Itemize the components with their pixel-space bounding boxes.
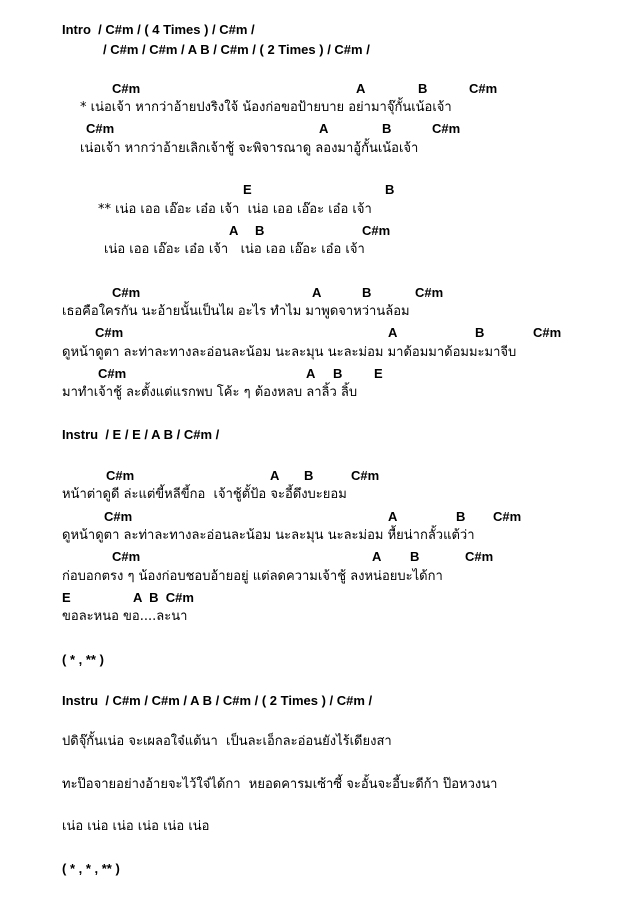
chord: B <box>410 549 420 564</box>
chord: C#m <box>533 325 562 340</box>
chord: B <box>362 285 372 300</box>
lyric-line: ก่อบอกตรง ๆ น้องก่อบชอบอ้ายอยู่ แต่ลดความเจ้าชู้ ลงหน่อยบะได้กา <box>62 569 443 584</box>
chord: E <box>374 366 383 381</box>
chord: B <box>333 366 343 381</box>
lyric-line: หน้าต่าดูดี ล่ะแต่ขี้หลีขี้กอ เจ้าชู้ตั้ป้อ จะอี้ดึงบะยอม <box>62 487 347 502</box>
chord: C#m <box>112 549 141 564</box>
chord: C#m <box>432 121 461 136</box>
lyric-line: ปดิจุ๊กั้นเน่อ จะเผลอใจ๋แต้นา เป็นละเอ็กละอ่อนยังไร้เดียงสา <box>62 734 392 749</box>
instru-line: Instru / E / E / A B / C#m / <box>62 427 220 442</box>
lyric-line: * เน่อเจ้า หากว่าอ้ายปงริงใจ้ น้องก่อขอป้ายบาย อย่ามาจุ๊กั้นเน้อเจ้า <box>80 100 452 115</box>
chord: A <box>306 366 316 381</box>
lyric-line: ดูหน้าดูตา ละท่าละทางละอ่อนละน้อม นะละมุน นะละม่อม มาด้อมมาด้อมมะมาจีบ <box>62 345 517 360</box>
chord: C#m <box>465 549 494 564</box>
chord: C#m <box>493 509 522 524</box>
chord: B <box>418 81 428 96</box>
chord: C#m <box>112 285 141 300</box>
chord: C#m <box>112 81 141 96</box>
repeat-marker: ( * , ** ) <box>62 652 104 667</box>
chord: E <box>62 590 71 605</box>
intro-line-2: / C#m / C#m / A B / C#m / ( 2 Times ) / C#m / <box>103 42 370 57</box>
chord: B <box>382 121 392 136</box>
lyric-line: ดูหน้าดูตา ละท่าละทางละอ่อนละน้อม นะละมุน นะละม่อม หื้ยน่ากลั้วแต้ว่า <box>62 528 475 543</box>
chord: C#m <box>104 509 133 524</box>
chord: A <box>229 223 239 238</box>
lyric-line: เน่อ เน่อ เน่อ เน่อ เน่อ เน่อ <box>62 819 210 834</box>
chord: A <box>319 121 329 136</box>
chord: C#m <box>98 366 127 381</box>
lyric-line: ** เน่อ เออ เอ๊อะ เอ๋อ เจ้า เน่อ เออ เอ๊อะ เอ๋อ เจ้า <box>98 202 372 217</box>
chord: A <box>388 325 398 340</box>
chord: C#m <box>95 325 124 340</box>
lyric-line: เธอคือใครกัน นะอ้ายนั้นเป็นไผ อะไร ทำไม มาพูดจาหว่านล้อม <box>62 304 410 319</box>
chord: B <box>475 325 485 340</box>
lyric-line: ขอละหนอ ขอ....ละนา <box>62 609 188 624</box>
chord: B <box>255 223 265 238</box>
chord: B <box>304 468 314 483</box>
lyric-line: ทะป๊อจายอย่างอ้ายจะไว้ใจ๋ได้กา หยอดคารมเซ้าซี้ จะอั้นจะอี้บะดีก้า ป๊อหวงนา <box>62 777 498 792</box>
chord: A B C#m <box>133 590 194 605</box>
instru-line: Instru / C#m / C#m / A B / C#m / ( 2 Times ) / C#m / <box>62 693 373 708</box>
chord: C#m <box>415 285 444 300</box>
intro-line-1: Intro / C#m / ( 4 Times ) / C#m / <box>62 22 255 37</box>
chord: A <box>388 509 398 524</box>
chord: C#m <box>362 223 391 238</box>
chord: A <box>312 285 322 300</box>
chord: A <box>356 81 366 96</box>
chord: C#m <box>106 468 135 483</box>
lyric-line: มาทำเจ้าชู้ ละตั้งแต่แรกพบ โค้ะ ๆ ต้องหลบ ลาลิ้ว ลิ้บ <box>62 385 358 400</box>
repeat-marker: ( * , * , ** ) <box>62 861 120 876</box>
chord: C#m <box>469 81 498 96</box>
chord: A <box>372 549 382 564</box>
lyric-line: เน่อ เออ เอ๊อะ เอ๋อ เจ้า เน่อ เออ เอ๊อะ เอ๋อ เจ้า <box>104 242 365 257</box>
chord: B <box>385 182 395 197</box>
lyric-line: เน่อเจ้า หากว่าอ้ายเลิกเจ้าชู้ จะพิจารณาดู ลองมาอู้กั้นเน้อเจ้า <box>80 141 419 156</box>
chord: B <box>456 509 466 524</box>
chord: A <box>270 468 280 483</box>
chord: C#m <box>351 468 380 483</box>
chord: E <box>243 182 252 197</box>
chord: C#m <box>86 121 115 136</box>
